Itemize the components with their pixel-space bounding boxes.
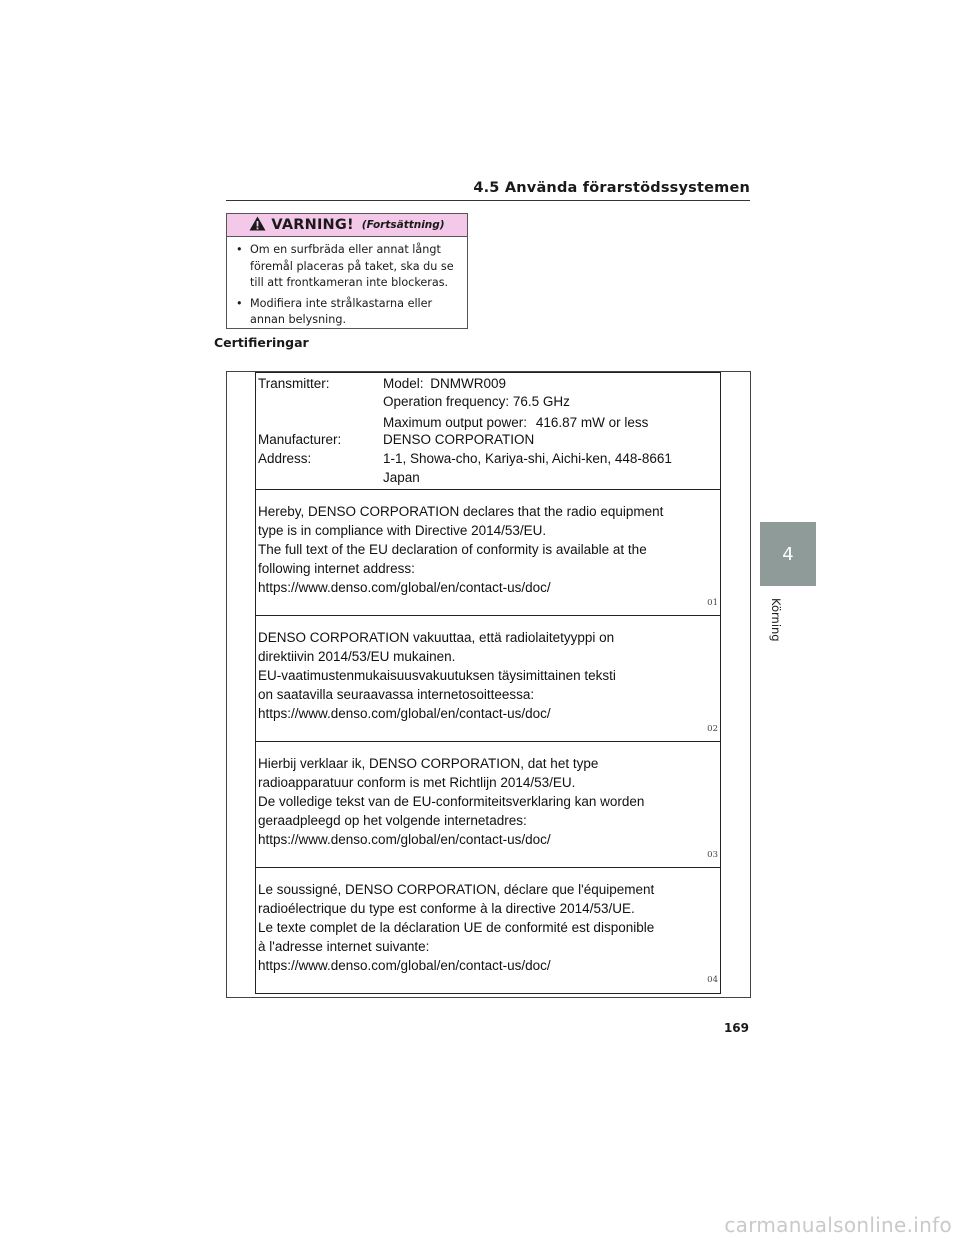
declaration-code: 03 bbox=[707, 850, 718, 860]
declaration-block bbox=[256, 490, 720, 616]
manufacturer-value: DENSO CORPORATION bbox=[383, 432, 535, 447]
page-number: 169 bbox=[723, 1021, 749, 1035]
declaration-block bbox=[256, 742, 720, 868]
declaration-code: 04 bbox=[707, 975, 718, 985]
model-line: Model: DNMWR009 bbox=[383, 376, 507, 391]
frequency-line: Operation frequency: 76.5 GHz bbox=[383, 394, 570, 409]
declaration-text: Hierbij verklaar ik, DENSO CORPORATION, dat het type radioapparatuur conform is met Richtlijn 2014/53/EU. De volledige tekst van de EU-conformiteitsverklaring kan worden geraadpleegd op het volgende internetadres: https://www.denso.com/global/en/contact-us/doc/ bbox=[258, 756, 645, 847]
chapter-label: Körning bbox=[769, 598, 783, 642]
watermark: carmanualsonline.info bbox=[724, 1213, 952, 1237]
warning-title: VARNING! bbox=[271, 217, 354, 233]
warning-item: • Modifiera inte strålkastarna eller annan belysning. bbox=[235, 296, 459, 329]
warning-box bbox=[226, 213, 468, 329]
address-label: Address: bbox=[258, 451, 312, 466]
header-divider bbox=[226, 200, 750, 201]
warning-continuation: (Fortsättning) bbox=[361, 219, 445, 231]
power-line: Maximum output power: 416.87 mW or less bbox=[383, 415, 649, 430]
declaration-block bbox=[256, 868, 720, 992]
chapter-tab bbox=[760, 522, 816, 586]
transmitter-label: Transmitter: bbox=[258, 376, 330, 391]
declaration-code: 01 bbox=[707, 598, 718, 608]
warning-header bbox=[227, 214, 467, 237]
declaration-code: 02 bbox=[707, 724, 718, 734]
declaration-block bbox=[256, 616, 720, 742]
declaration-text: Le soussigné, DENSO CORPORATION, déclare que l'équipement radioélectrique du type est conforme à la directive 2014/53/UE. Le texte complet de la déclaration UE de conformité est disponible à l'adresse internet suivante: https://www.denso.com/global/en/contact-us/doc/ bbox=[258, 882, 655, 973]
warning-item: • Om en surfbräda eller annat långt föremål placeras på taket, ska du se till att frontkameran inte blockeras. bbox=[235, 242, 459, 292]
warning-list bbox=[227, 237, 467, 329]
certification-label bbox=[255, 372, 721, 994]
address-line: 1-1, Showa-cho, Kariya-shi, Aichi-ken, 448-8661 bbox=[383, 451, 672, 466]
address-country: Japan bbox=[383, 470, 420, 485]
transmitter-info bbox=[256, 373, 720, 490]
declaration-text: Hereby, DENSO CORPORATION declares that the radio equipment type is in compliance with Directive 2014/53/EU. The full text of the EU declaration of conformity is available at the following internet address: https://www.denso.com/global/en/contact-us/doc/ bbox=[258, 504, 664, 595]
certifications-heading: Certifieringar bbox=[214, 335, 309, 350]
warning-triangle-icon bbox=[249, 216, 266, 235]
page-header-title: 4.5 Använda förarstödssystemen bbox=[473, 180, 750, 196]
declaration-text: DENSO CORPORATION vakuuttaa, että radiolaitetyyppi on direktiivin 2014/53/EU mukainen. EU-vaatimustenmukaisuusvakuutuksen täysimittainen teksti on saatavilla seuraavassa internetosoitteessa: https://www.denso.com/global/en/contact-us/doc/ bbox=[258, 630, 616, 721]
manufacturer-label: Manufacturer: bbox=[258, 432, 342, 447]
chapter-number: 4 bbox=[782, 543, 794, 565]
